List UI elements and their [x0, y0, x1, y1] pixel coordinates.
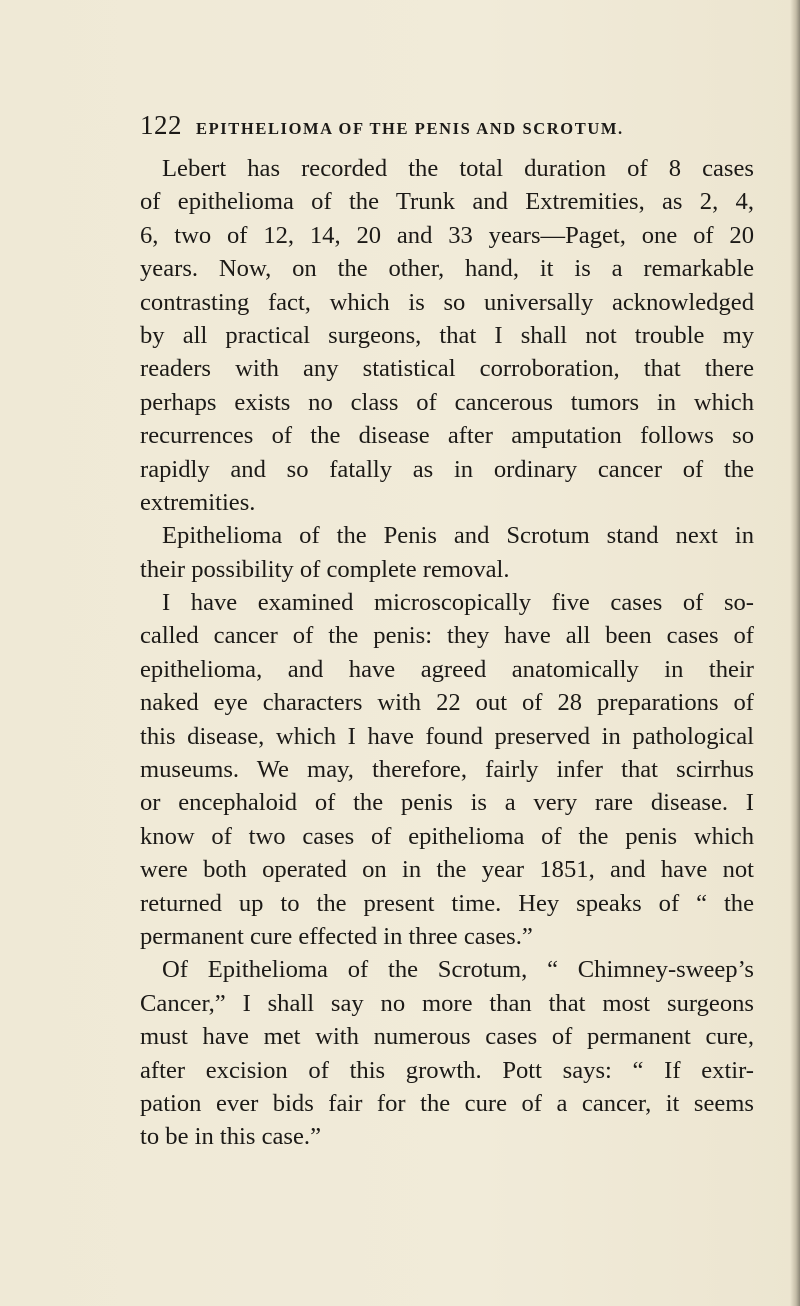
text-line: contrasting fact, which is so universally acknowledged [140, 288, 754, 316]
page-edge-shadow [790, 0, 800, 1306]
text-line: pation ever bids fair for the cure of a cancer, it seems [140, 1089, 754, 1117]
text-line: readers with any statistical corroboration, that there [140, 355, 754, 383]
text-line: extremities. [140, 488, 256, 516]
text-line: called cancer of the penis: they have all been cases of [140, 622, 754, 650]
text-line: this disease, which I have found preserved in pathological [140, 722, 754, 750]
text-line: Of Epithelioma of the Scrotum, “ Chimney-sweep’s [162, 956, 754, 984]
text-line: museums. We may, therefore, fairly infer that scirrhus [140, 756, 754, 784]
page-number: 122 [140, 110, 182, 140]
text-line: or encephaloid of the penis is a very rare disease. I [140, 789, 754, 817]
text-line: Cancer,” I shall say no more than that most surgeons [140, 989, 754, 1017]
running-title: EPITHELIOMA OF THE PENIS AND SCROTUM. [196, 119, 624, 138]
text-line: naked eye characters with 22 out of 28 preparations of [140, 689, 754, 717]
text-line: were both operated on in the year 1851, and have not [140, 856, 754, 884]
text-line: rapidly and so fatally as in ordinary cancer of the [140, 455, 754, 483]
text-line: permanent cure effected in three cases.” [140, 922, 533, 950]
text-line: returned up to the present time. Hey speaks of “ the [140, 889, 754, 917]
text-line: Lebert has recorded the total duration of 8 cases [162, 155, 754, 182]
text-line: perhaps exists no class of cancerous tumors in which [140, 388, 754, 416]
text-line: I have examined microscopically five cases of so- [162, 589, 754, 617]
body-text [140, 152, 754, 1154]
text-line: to be in this case.” [140, 1123, 321, 1151]
text-line: must have met with numerous cases of permanent cure, [140, 1023, 754, 1051]
text-line: recurrences of the disease after amputation follows so [140, 422, 754, 450]
text-line: epithelioma, and have agreed anatomically in their [140, 655, 754, 683]
text-line: after excision of this growth. Pott says: “ If extir- [140, 1056, 754, 1084]
text-line: of epithelioma of the Trunk and Extremities, as 2, 4, [140, 188, 754, 216]
text-line: years. Now, on the other, hand, it is a remarkable [140, 255, 754, 283]
text-line: 6, two of 12, 14, 20 and 33 years—Paget, one of 20 [140, 221, 754, 249]
running-head [140, 110, 700, 141]
text-line: their possibility of complete removal. [140, 555, 510, 583]
text-line: Epithelioma of the Penis and Scrotum stand next in [162, 522, 754, 550]
text-line: by all practical surgeons, that I shall not trouble my [140, 321, 754, 349]
text-line: know of two cases of epithelioma of the penis which [140, 822, 754, 850]
